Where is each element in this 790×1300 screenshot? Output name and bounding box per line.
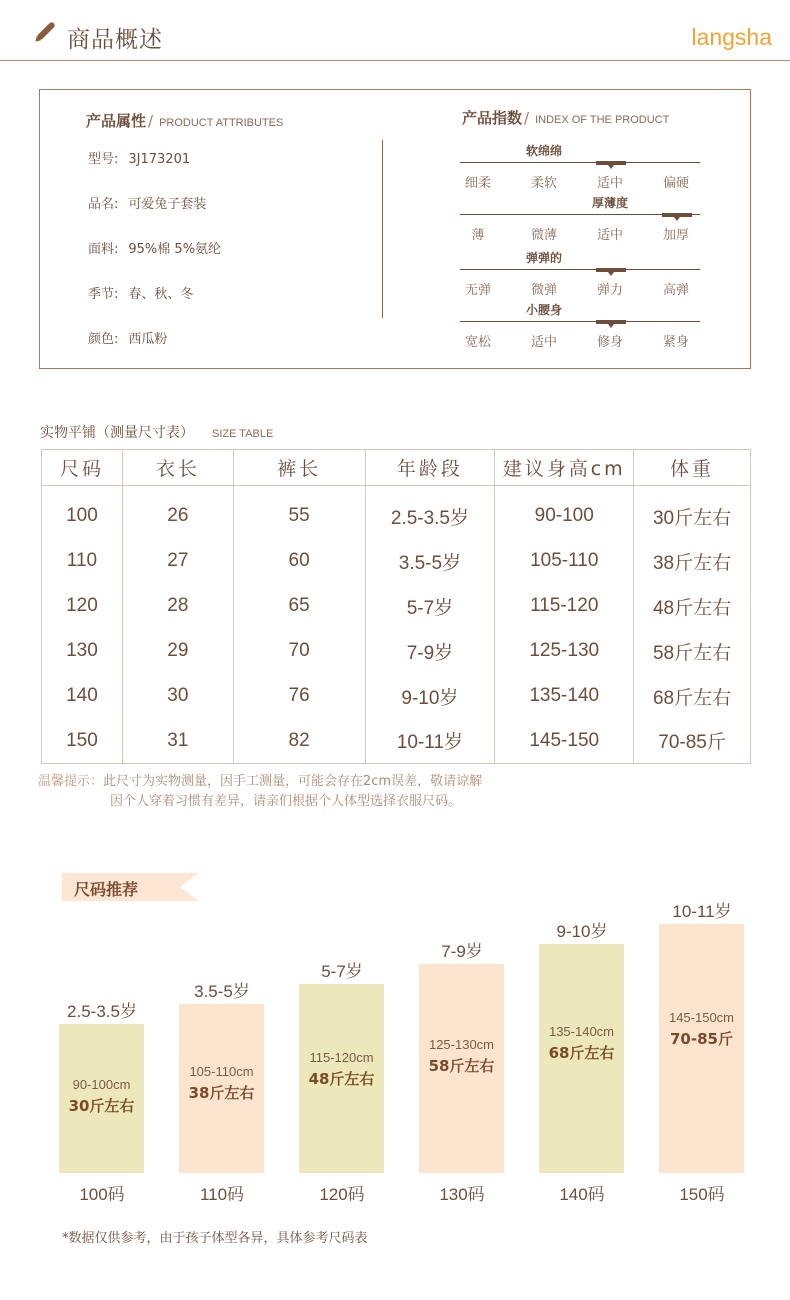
recommendation-banner (62, 873, 199, 901)
table-cell: 30斤左右 (634, 486, 751, 539)
table-row (42, 539, 751, 584)
index-option: 加厚 (662, 228, 689, 243)
table-cell: 55 (233, 486, 365, 539)
bar-weight-label: 68斤左右 (548, 1043, 615, 1062)
index-group (460, 249, 700, 309)
bar-height-label: 135-140cm (548, 1023, 615, 1039)
table-cell: 38斤左右 (634, 539, 751, 584)
attribute-fabric: 面料: 95%棉 5%氨纶 (88, 242, 222, 257)
table-cell: 100 (42, 486, 123, 539)
table-cell: 9-10岁 (365, 674, 495, 719)
bar-weight-label: 38斤左右 (188, 1083, 255, 1102)
index-option: 修身 (596, 335, 623, 350)
table-cell: 76 (233, 674, 365, 719)
attribute-season: 季节: 春、秋、冬 (88, 287, 194, 302)
table-cell: 82 (233, 719, 365, 764)
index-scale-line (460, 162, 700, 163)
index-option: 柔软 (530, 176, 557, 191)
attributes-heading: 产品属性 / PRODUCT ATTRIBUTES (86, 112, 284, 130)
bar-age-label: 5-7岁 (321, 962, 363, 981)
table-cell: 120 (42, 584, 123, 629)
table-cell: 115-120 (495, 584, 634, 629)
index-heading: 产品指数 / INDEX OF THE PRODUCT (462, 109, 670, 127)
bar-size-label: 130码 (439, 1185, 485, 1204)
table-row (42, 674, 751, 719)
table-cell: 27 (122, 539, 233, 584)
table-cell: 145-150 (495, 719, 634, 764)
bar-size-label: 150码 (679, 1185, 725, 1204)
bar-weight-label: 30斤左右 (68, 1097, 135, 1116)
table-cell: 29 (122, 629, 233, 674)
table-cell: 68斤左右 (634, 674, 751, 719)
index-marker-icon (596, 161, 626, 165)
index-group-title: 弹弹的 (526, 251, 563, 265)
bar-height-label: 145-150cm (668, 1010, 735, 1026)
table-cell: 30 (122, 674, 233, 719)
measurement-tip: 温馨提示：此尺寸为实物测量，因手工测量，可能会存在2cm误差，敬请谅解 因个人穿着习惯有差异，请亲们根据个人体型选择衣服尺码。 (38, 774, 483, 809)
table-cell: 31 (122, 719, 233, 764)
bar-age-label: 7-9岁 (441, 942, 483, 961)
table-header-row (42, 450, 751, 486)
index-scale-line (460, 269, 700, 270)
table-cell: 2.5-3.5岁 (365, 486, 495, 539)
recommendation-note: *数据仅供参考，由于孩子体型各异，具体参考尺码表 (62, 1231, 368, 1246)
table-row (42, 719, 751, 764)
bar-height-label: 105-110cm (189, 1063, 254, 1079)
index-marker-icon (662, 213, 692, 217)
bar-age-label: 10-11岁 (672, 902, 732, 921)
table-cell: 60 (233, 539, 365, 584)
table-cell: 70 (233, 629, 365, 674)
table-header-cell: 尺码 (42, 450, 123, 486)
table-cell: 3.5-5岁 (365, 539, 495, 584)
table-cell: 10-11岁 (365, 719, 495, 764)
index-group-title: 小腰身 (526, 303, 563, 317)
index-option: 宽松 (464, 335, 491, 350)
bar-age-label: 2.5-3.5岁 (67, 1002, 137, 1021)
table-row (42, 629, 751, 674)
index-option: 偏硬 (662, 176, 689, 191)
index-option: 无弹 (464, 283, 491, 298)
table-cell: 125-130 (495, 629, 634, 674)
table-header-cell: 建议身高cm (495, 450, 634, 486)
brand-logo: langsha (691, 24, 772, 50)
index-option: 细柔 (464, 176, 491, 191)
table-cell: 140 (42, 674, 123, 719)
table-header-cell: 裤长 (233, 450, 365, 486)
table-cell: 130 (42, 629, 123, 674)
table-cell: 105-110 (495, 539, 634, 584)
table-cell: 65 (233, 584, 365, 629)
index-option: 微弹 (530, 283, 557, 298)
bar-age-label: 3.5-5岁 (194, 982, 250, 1001)
index-option: 适中 (596, 176, 623, 191)
table-cell: 48斤左右 (634, 584, 751, 629)
attribute-name: 品名: 可爱兔子套装 (88, 197, 207, 212)
index-marker-icon (596, 268, 626, 272)
index-option: 适中 (530, 335, 557, 350)
size-table (41, 449, 751, 764)
index-group-title: 厚薄度 (592, 196, 629, 210)
bar-weight-label: 70-85斤 (670, 1030, 733, 1049)
bar-height-label: 125-130cm (428, 1036, 495, 1052)
recommendation-title: 尺码推荐 (74, 880, 139, 899)
table-header-cell: 衣长 (122, 450, 233, 486)
index-option: 弹力 (596, 283, 623, 298)
table-cell: 70-85斤 (634, 719, 751, 764)
table-row (42, 584, 751, 629)
table-cell: 28 (122, 584, 233, 629)
bar-size-label: 110码 (199, 1185, 245, 1204)
bar-age-label: 9-10岁 (556, 922, 608, 941)
bar-height-label: 90-100cm (72, 1077, 131, 1093)
pencil-icon (36, 21, 56, 41)
table-cell: 135-140 (495, 674, 634, 719)
table-cell: 26 (122, 486, 233, 539)
table-cell: 5-7岁 (365, 584, 495, 629)
table-cell: 150 (42, 719, 123, 764)
index-group (460, 194, 700, 254)
table-header-cell: 体重 (634, 450, 751, 486)
index-group (460, 142, 700, 202)
table-cell: 58斤左右 (634, 629, 751, 674)
table-row (42, 486, 751, 539)
product-overview-panel (39, 89, 751, 369)
index-option: 紧身 (662, 335, 689, 350)
attribute-model: 型号: 3J173201 (88, 152, 191, 167)
table-cell: 90-100 (495, 486, 634, 539)
table-cell: 110 (42, 539, 123, 584)
page-header (0, 0, 790, 61)
page-title: 商品概述 (67, 27, 163, 53)
index-scale-line (460, 321, 700, 322)
table-header-cell: 年龄段 (365, 450, 495, 486)
bar-size-label: 140码 (559, 1185, 605, 1204)
bar-weight-label: 58斤左右 (428, 1056, 495, 1075)
bar-height-label: 115-120cm (309, 1050, 374, 1066)
column-divider (382, 140, 383, 318)
bar-weight-label: 48斤左右 (308, 1070, 375, 1089)
index-marker-icon (596, 320, 626, 324)
index-option: 高弹 (662, 283, 689, 298)
bar-size-label: 100码 (79, 1185, 125, 1204)
index-option: 适中 (596, 228, 623, 243)
table-cell: 7-9岁 (365, 629, 495, 674)
size-table-title: 实物平铺（测量尺寸表） SIZE TABLE (40, 425, 274, 441)
bar-size-label: 120码 (319, 1185, 365, 1204)
index-option: 薄 (471, 228, 485, 243)
index-option: 微薄 (530, 228, 557, 243)
index-group-title: 软绵绵 (526, 144, 563, 158)
index-group (460, 301, 700, 361)
attribute-color: 颜色: 西瓜粉 (88, 332, 168, 347)
